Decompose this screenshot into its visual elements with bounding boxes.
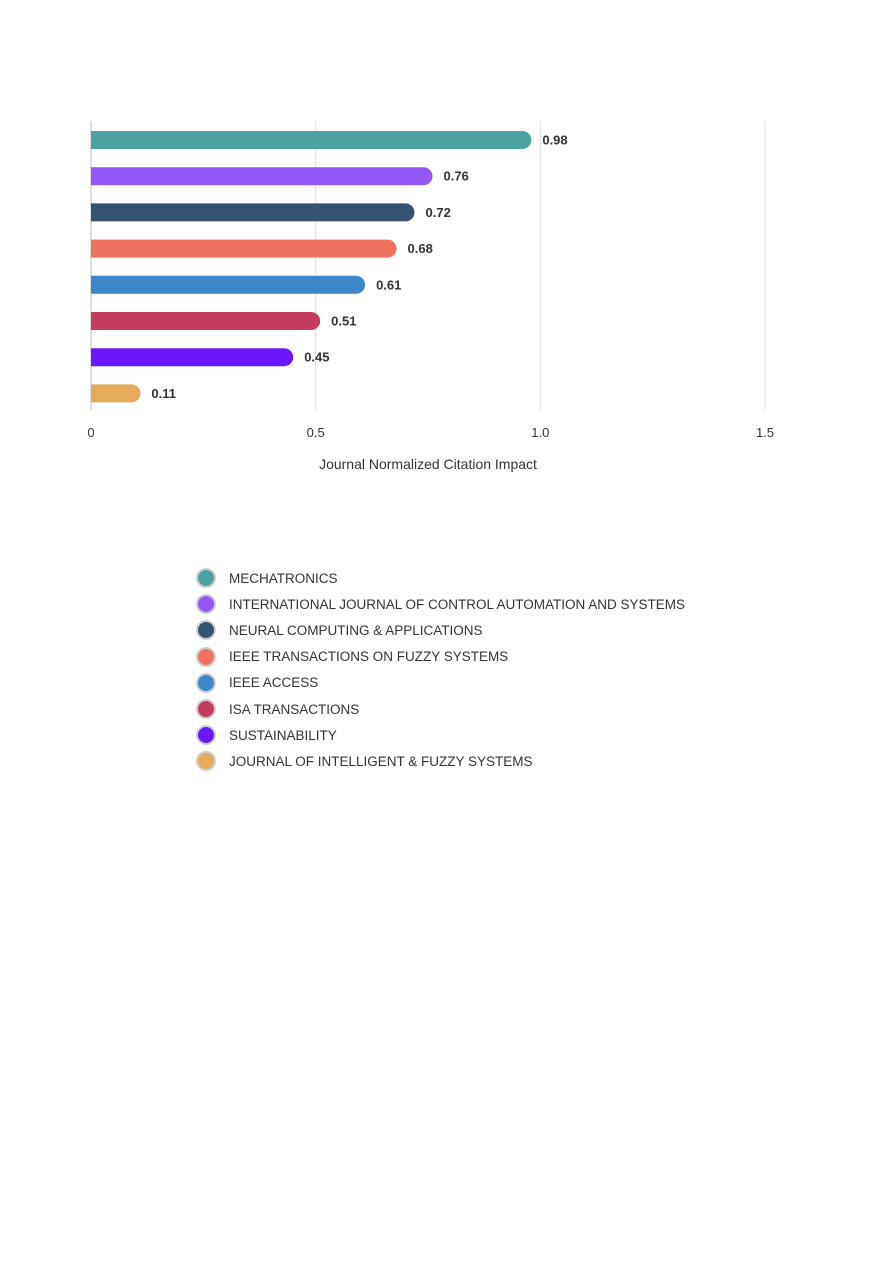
- x-tick-label: 1.5: [755, 425, 775, 440]
- legend-label: IEEE TRANSACTIONS ON FUZZY SYSTEMS: [229, 649, 509, 665]
- legend-label: NEURAL COMPUTING & APPLICATIONS: [229, 622, 483, 638]
- legend-swatch-icon: [196, 673, 216, 693]
- legend-swatch-icon: [196, 620, 216, 640]
- legend-item[interactable]: [196, 696, 685, 722]
- legend-label: ISA TRANSACTIONS: [229, 701, 360, 717]
- legend-label: JOURNAL OF INTELLIGENT & FUZZY SYSTEMS: [229, 753, 533, 769]
- bar[interactable]: [91, 384, 140, 402]
- legend-swatch-icon: [196, 647, 216, 667]
- bar[interactable]: [91, 203, 415, 221]
- x-axis-title: Journal Normalized Citation Impact: [319, 456, 537, 472]
- legend-item[interactable]: [196, 644, 685, 670]
- legend-swatch-icon: [196, 594, 216, 614]
- bar-value-label: 0.76: [443, 168, 469, 184]
- x-tick-label: 0: [87, 425, 95, 440]
- x-axis-ticks: [87, 425, 774, 440]
- legend: [196, 565, 685, 775]
- legend-item[interactable]: [196, 670, 685, 696]
- legend-item[interactable]: [196, 617, 685, 643]
- legend-swatch-icon: [196, 751, 216, 771]
- bar-value-label: 0.11: [151, 385, 177, 401]
- legend-item[interactable]: [196, 748, 685, 774]
- bar-value-label: 0.51: [331, 313, 357, 329]
- bar[interactable]: [91, 312, 320, 330]
- legend-label: IEEE ACCESS: [229, 675, 319, 691]
- legend-label: MECHATRONICS: [229, 570, 338, 586]
- bar[interactable]: [91, 240, 397, 258]
- bar-value-label: 0.98: [542, 132, 568, 148]
- bar[interactable]: [91, 348, 293, 366]
- x-tick-label: 0.5: [306, 425, 325, 440]
- legend-label: SUSTAINABILITY: [229, 727, 337, 743]
- legend-item[interactable]: [196, 722, 685, 748]
- legend-swatch-icon: [196, 699, 216, 719]
- legend-label: INTERNATIONAL JOURNAL OF CONTROL AUTOMATION AND SYSTEMS: [229, 596, 686, 612]
- bar-value-label: 0.68: [407, 241, 433, 257]
- legend-item[interactable]: [196, 591, 685, 617]
- bar[interactable]: [91, 276, 365, 294]
- bar[interactable]: [91, 131, 531, 149]
- legend-swatch-icon: [196, 725, 216, 745]
- bar[interactable]: [91, 167, 432, 185]
- legend-item[interactable]: [196, 565, 685, 591]
- bar-value-label: 0.72: [425, 204, 451, 220]
- legend-swatch-icon: [196, 568, 216, 588]
- grid-lines: [91, 121, 765, 410]
- bar-value-label: 0.45: [304, 349, 330, 365]
- bar-value-label: 0.61: [376, 277, 402, 293]
- x-tick-label: 1.0: [531, 425, 550, 440]
